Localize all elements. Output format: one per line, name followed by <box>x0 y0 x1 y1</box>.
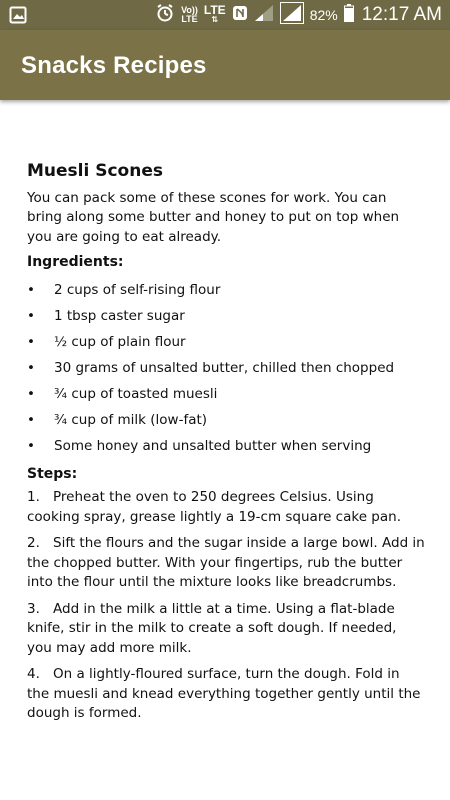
step-item <box>27 665 425 724</box>
step-text: Sift the flours and the sugar inside a large bowl. Add in the chopped butter. With your fingertips, rub the butter into the flour until the mixture looks like breadcrumbs. <box>27 535 425 590</box>
ingredients-heading: Ingredients: <box>27 254 124 270</box>
step-text: On a lightly-floured surface, turn the dough. Fold in the muesli and knead everything together gently until the dough is formed. <box>27 666 421 721</box>
lte-label: LTE <box>203 3 226 17</box>
clock: 12:17 AM <box>361 4 442 25</box>
step-item <box>27 488 425 527</box>
ingredient-item <box>27 329 425 355</box>
ingredient-text: ¾ cup of toasted muesli <box>54 385 218 402</box>
ingredient-item <box>27 433 425 459</box>
nfc-icon <box>232 5 248 26</box>
step-number: 2. <box>27 535 40 551</box>
app-bar <box>0 30 450 100</box>
image-icon <box>9 6 27 29</box>
ingredient-item <box>27 277 425 303</box>
step-text: Preheat the oven to 250 degrees Celsius. Using cooking spray, grease lightly a 19-cm square cake pan. <box>27 489 401 525</box>
ingredient-item <box>27 407 425 433</box>
battery-icon <box>344 4 354 27</box>
signal-icon-1 <box>254 4 274 27</box>
ingredient-text: 2 cups of self-rising flour <box>54 281 221 298</box>
recipe-title: Muesli Scones <box>27 161 163 181</box>
step-text: Add in the milk a little at a time. Using a flat-blade knife, stir in the milk to create a soft dough. If needed, you may add more milk. <box>27 600 397 656</box>
ingredient-item <box>27 381 425 407</box>
ingredient-text: 1 tbsp caster sugar <box>54 307 185 324</box>
data-arrows-icon: LTE ⇅ <box>203 3 226 24</box>
step-number: 4. <box>27 666 40 682</box>
recipe-content <box>27 162 425 731</box>
steps-list <box>27 488 425 724</box>
bullet: • <box>27 385 35 402</box>
step-number: 3. <box>27 600 40 617</box>
bullet: • <box>27 359 35 376</box>
ingredient-item <box>27 303 425 329</box>
ingredient-text: ¾ cup of milk (low-fat) <box>54 411 208 428</box>
bullet: • <box>27 411 35 428</box>
volte-bottom-label: LTE <box>181 14 198 24</box>
volte-icon <box>181 6 198 24</box>
ingredient-text: 30 grams of unsalted butter, chilled then chopped <box>54 359 395 376</box>
volte-top-label: Vo)) <box>181 5 198 15</box>
step-item <box>27 534 425 593</box>
bullet: • <box>27 437 35 454</box>
recipe-intro: You can pack some of these scones for work. You can bring along some butter and honey to put on top when you are going to eat already. <box>27 189 400 245</box>
signal-icon-2 <box>280 2 304 29</box>
battery-percent: 82% <box>309 7 338 23</box>
ingredient-item <box>27 355 425 381</box>
ingredient-text: ½ cup of plain flour <box>54 333 186 350</box>
step-number: 1. <box>27 489 40 505</box>
bullet: • <box>27 281 35 298</box>
ingredients-list <box>27 277 425 459</box>
bullet: • <box>27 333 35 350</box>
app-title: Snacks Recipes <box>21 52 207 79</box>
bullet: • <box>27 307 35 324</box>
ingredient-text: Some honey and unsalted butter when serving <box>54 437 372 454</box>
step-item <box>27 600 425 659</box>
status-bar <box>0 0 450 30</box>
alarm-icon <box>155 3 175 28</box>
steps-heading: Steps: <box>27 465 78 482</box>
